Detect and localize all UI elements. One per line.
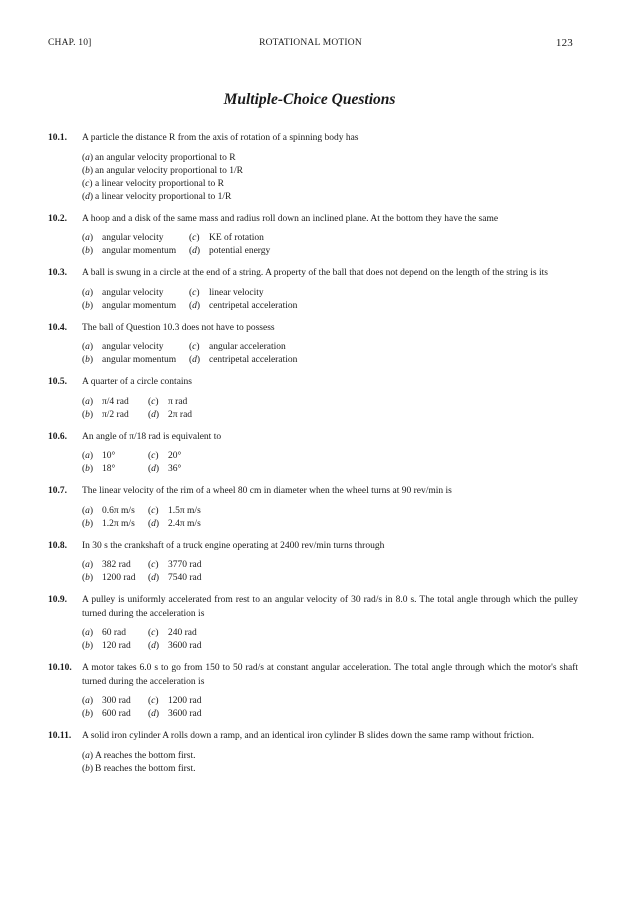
option-letter: (b) [82, 573, 94, 583]
option-row [82, 450, 578, 463]
page-title: Multiple-Choice Questions [223, 91, 396, 108]
option-text: angular velocity [102, 342, 164, 352]
option-letter-text: c [192, 287, 197, 298]
option-text: 382 rad [102, 560, 131, 570]
question [48, 213, 578, 259]
question [48, 730, 578, 776]
option [148, 695, 202, 708]
question-number: 10.8. [48, 540, 67, 551]
option-letter-text: a [85, 696, 90, 706]
option-letter: (a) [82, 505, 94, 516]
option-letter-text: d [192, 300, 197, 311]
option [82, 627, 148, 640]
question-text: A solid iron cylinder A rolls down a ramp, and an identical iron cylinder B slides down the same ramp without friction. [82, 731, 534, 741]
option-letter-text: b [85, 300, 90, 311]
option [82, 505, 148, 518]
option-letter: (a) [82, 152, 94, 163]
option-letter-text: d [151, 709, 156, 719]
option-letter-text: c [151, 628, 156, 638]
option-letter-text: d [151, 641, 156, 651]
option-letter-text: d [151, 464, 156, 474]
question-number: 10.4. [48, 322, 67, 333]
option [82, 178, 224, 191]
question-number: 10.2. [48, 213, 67, 224]
option-letter: (d) [148, 641, 160, 651]
option-letter: (c) [148, 560, 159, 570]
option [82, 750, 196, 763]
option-letter: (a) [82, 628, 94, 638]
option-letter-text: d [192, 246, 197, 256]
option-row [82, 559, 578, 572]
option-text: 18° [102, 464, 116, 474]
question-number: 10.11. [48, 731, 72, 741]
question-text: The linear velocity of the rim of a wheel 80 cm in diameter when the wheel turns at 90 rev/min is [82, 486, 452, 496]
question-text: A quarter of a circle contains [82, 377, 192, 387]
option-letter-text: a [85, 750, 90, 761]
option-text: 1.5π m/s [168, 505, 201, 516]
page-number: 123 [555, 37, 573, 49]
option-letter-text: a [85, 396, 90, 407]
option-letter: (d) [148, 573, 160, 583]
option [82, 409, 148, 422]
option-letter: (b) [82, 355, 94, 365]
option [82, 450, 148, 463]
option [148, 708, 202, 721]
question-list [48, 132, 578, 785]
option-row [82, 396, 578, 409]
question-text: An angle of π/18 rad is equivalent to [82, 431, 222, 442]
question [48, 594, 578, 653]
option [148, 463, 181, 476]
option-letter: (b) [82, 518, 94, 529]
option-row [82, 178, 578, 191]
question-number: 10.10. [48, 663, 72, 673]
option [82, 640, 148, 653]
option-letter: (a) [82, 750, 94, 761]
option [82, 396, 148, 409]
option-text: 7540 rad [168, 573, 202, 583]
option-letter: (b) [82, 300, 94, 311]
option-row [82, 695, 578, 708]
option-row [82, 708, 578, 721]
option-row [82, 750, 578, 763]
option-row [82, 505, 578, 518]
option-letter: (a) [82, 451, 94, 461]
question [48, 267, 578, 313]
option-letter: (d) [148, 518, 160, 529]
option-text: angular acceleration [209, 342, 286, 352]
option-letter-text: b [85, 709, 90, 719]
option [148, 409, 192, 422]
option-letter-text: a [85, 628, 90, 638]
option-text: an angular velocity proportional to 1/R [95, 165, 244, 176]
option-letter-text: b [85, 518, 90, 529]
option-text: 3770 rad [168, 560, 202, 570]
question [48, 431, 578, 477]
option-row [82, 191, 578, 204]
option-letter-text: c [151, 505, 156, 516]
question-text: A hoop and a disk of the same mass and radius roll down an inclined plane. At the bottom they have the same [82, 213, 499, 224]
option [148, 640, 202, 653]
option-letter: (c) [148, 696, 159, 706]
question [48, 485, 578, 531]
question [48, 540, 578, 586]
option-letter: (c) [189, 287, 200, 298]
option-text: centripetal acceleration [209, 355, 298, 365]
option [82, 354, 189, 367]
option-row [82, 409, 578, 422]
option-text: linear velocity [209, 287, 264, 298]
option-letter: (c) [148, 505, 159, 516]
option-letter-text: b [85, 464, 90, 474]
option-row [82, 232, 578, 245]
option-row [82, 640, 578, 653]
option-text: 240 rad [168, 628, 197, 638]
option [189, 287, 264, 300]
option [148, 559, 202, 572]
option-text: π/4 rad [102, 396, 129, 407]
option-letter: (c) [82, 178, 93, 189]
option-text: B reaches the bottom first. [95, 763, 196, 774]
option-text: 20° [168, 451, 182, 461]
option-letter-text: c [192, 233, 197, 243]
options [82, 341, 578, 367]
option [148, 572, 202, 585]
option-letter-text: b [85, 409, 90, 420]
option-letter: (c) [189, 342, 200, 352]
option-letter: (d) [189, 246, 201, 256]
option-row [82, 518, 578, 531]
option-text: 2π rad [168, 409, 193, 420]
option-letter-text: a [85, 505, 90, 516]
option-letter: (d) [189, 300, 201, 311]
question-text: A ball is swung in a circle at the end of a string. A property of the ball that does not depend on the length of the string is its [82, 268, 548, 278]
chapter-label: CHAP. 10] [48, 38, 92, 48]
option-letter: (b) [82, 165, 94, 176]
option-text: 0.6π m/s [102, 505, 135, 516]
option-letter: (c) [148, 396, 159, 407]
option-letter: (b) [82, 409, 94, 420]
question [48, 132, 578, 204]
option-letter: (b) [82, 641, 94, 651]
question-text: A particle the distance R from the axis of rotation of a spinning body has [82, 133, 359, 143]
option [82, 695, 148, 708]
option-letter-text: d [151, 573, 156, 583]
option-row [82, 287, 578, 300]
option-letter-text: c [151, 696, 156, 706]
option-row [82, 354, 578, 367]
option [148, 505, 201, 518]
option-row [82, 165, 578, 178]
option-text: an angular velocity proportional to R [95, 152, 236, 163]
question [48, 662, 578, 721]
option-letter: (a) [82, 560, 94, 570]
option-letter: (d) [189, 355, 201, 365]
option-letter: (c) [189, 233, 200, 243]
option [82, 572, 148, 585]
option-letter: (b) [82, 464, 94, 474]
option-text: 1200 rad [168, 696, 202, 706]
option [82, 152, 236, 165]
section-title: ROTATIONAL MOTION [259, 38, 362, 48]
option [82, 341, 189, 354]
option-text: angular momentum [102, 246, 177, 256]
option-letter: (b) [82, 709, 94, 719]
option-letter: (d) [148, 709, 160, 719]
option-letter-text: b [85, 641, 90, 651]
option [148, 518, 201, 531]
option [82, 763, 196, 776]
option-row [82, 341, 578, 354]
option-text: 36° [168, 464, 182, 474]
options [82, 695, 578, 721]
question-text: A pulley is uniformly accelerated from rest to an angular velocity of 30 rad/s in 8.0 s. The total angle through which the pulley turned during the acceleration is [82, 595, 578, 619]
option [148, 450, 181, 463]
option-letter-text: c [85, 178, 90, 189]
option [82, 300, 189, 313]
option-text: angular momentum [102, 300, 177, 311]
option [82, 559, 148, 572]
options [82, 152, 578, 204]
option-letter-text: a [85, 342, 90, 352]
options [82, 396, 578, 422]
option-letter: (d) [82, 191, 94, 202]
options [82, 559, 578, 585]
option-row [82, 245, 578, 258]
option [189, 245, 270, 258]
option [82, 232, 189, 245]
option-text: 120 rad [102, 641, 131, 651]
option-letter: (b) [82, 246, 94, 256]
option [82, 245, 189, 258]
option-letter-text: d [151, 518, 156, 529]
options [82, 750, 578, 776]
option-text: angular momentum [102, 355, 177, 365]
question-text: The ball of Question 10.3 does not have to possess [82, 322, 275, 333]
option-letter-text: c [151, 396, 156, 407]
option-letter: (a) [82, 287, 94, 298]
question-number: 10.9. [48, 595, 67, 605]
option-text: a linear velocity proportional to 1/R [95, 191, 232, 202]
option [82, 518, 148, 531]
option-row [82, 763, 578, 776]
option-letter-text: b [85, 165, 90, 176]
question [48, 376, 578, 422]
option-text: π/2 rad [102, 409, 129, 420]
option-letter-text: a [85, 560, 90, 570]
option-letter: (a) [82, 342, 94, 352]
option [82, 287, 189, 300]
option-letter: (b) [82, 763, 94, 774]
option-letter: (a) [82, 396, 94, 407]
options [82, 287, 578, 313]
question-number: 10.6. [48, 431, 67, 442]
question-number: 10.5. [48, 377, 67, 387]
option-letter-text: d [151, 409, 156, 420]
question [48, 322, 578, 368]
question-number: 10.3. [48, 268, 67, 278]
option-text: A reaches the bottom first. [95, 750, 196, 761]
option-letter-text: d [85, 191, 90, 202]
option-letter-text: c [151, 451, 156, 461]
option-letter-text: a [85, 152, 90, 163]
option [189, 354, 297, 367]
option-letter: (a) [82, 233, 94, 243]
option-text: 600 rad [102, 709, 131, 719]
option-letter-text: c [151, 560, 156, 570]
option-text: centripetal acceleration [209, 300, 298, 311]
option-text: 3600 rad [168, 641, 202, 651]
option-letter: (d) [148, 464, 160, 474]
option-text: π rad [168, 396, 188, 407]
question-number: 10.7. [48, 486, 67, 496]
option-text: KE of rotation [209, 233, 264, 243]
option-row [82, 300, 578, 313]
option [189, 300, 297, 313]
option [82, 463, 148, 476]
option-row [82, 627, 578, 640]
option-text: 2.4π m/s [168, 518, 201, 529]
option [82, 165, 243, 178]
options [82, 450, 578, 476]
page-header [48, 38, 573, 54]
option-letter-text: b [85, 573, 90, 583]
question-number: 10.1. [48, 133, 67, 143]
option-row [82, 463, 578, 476]
option-text: angular velocity [102, 287, 164, 298]
option-letter-text: d [192, 355, 197, 365]
option-text: a linear velocity proportional to R [95, 178, 225, 189]
option-letter-text: c [192, 342, 197, 352]
option [82, 191, 231, 204]
option-text: 1200 rad [102, 573, 136, 583]
option-letter-text: b [85, 246, 90, 256]
option-text: 3600 rad [168, 709, 202, 719]
option-letter-text: a [85, 233, 90, 243]
option-letter-text: a [85, 287, 90, 298]
option-letter: (c) [148, 628, 159, 638]
question-text: A motor takes 6.0 s to go from 150 to 50 rad/s at constant angular acceleration. The total angle through which the motor's shaft turned during the acceleration is [82, 663, 578, 687]
option-text: 10° [102, 451, 116, 461]
options [82, 232, 578, 258]
options [82, 505, 578, 531]
question-text: In 30 s the crankshaft of a truck engine operating at 2400 rev/min turns through [82, 540, 385, 551]
options [82, 627, 578, 653]
option-row [82, 572, 578, 585]
option-letter: (d) [148, 409, 160, 420]
option-row [82, 152, 578, 165]
option-letter: (a) [82, 696, 94, 706]
option-text: 60 rad [102, 628, 127, 638]
option-letter-text: b [85, 355, 90, 365]
option-letter: (c) [148, 451, 159, 461]
option-letter-text: a [85, 451, 90, 461]
option-text: potential energy [209, 246, 271, 256]
option [82, 708, 148, 721]
option [189, 232, 264, 245]
option [189, 341, 286, 354]
option [148, 627, 197, 640]
option-letter-text: b [85, 763, 90, 774]
option-text: 300 rad [102, 696, 131, 706]
option [148, 396, 187, 409]
option-text: angular velocity [102, 233, 164, 243]
option-text: 1.2π m/s [102, 518, 135, 529]
